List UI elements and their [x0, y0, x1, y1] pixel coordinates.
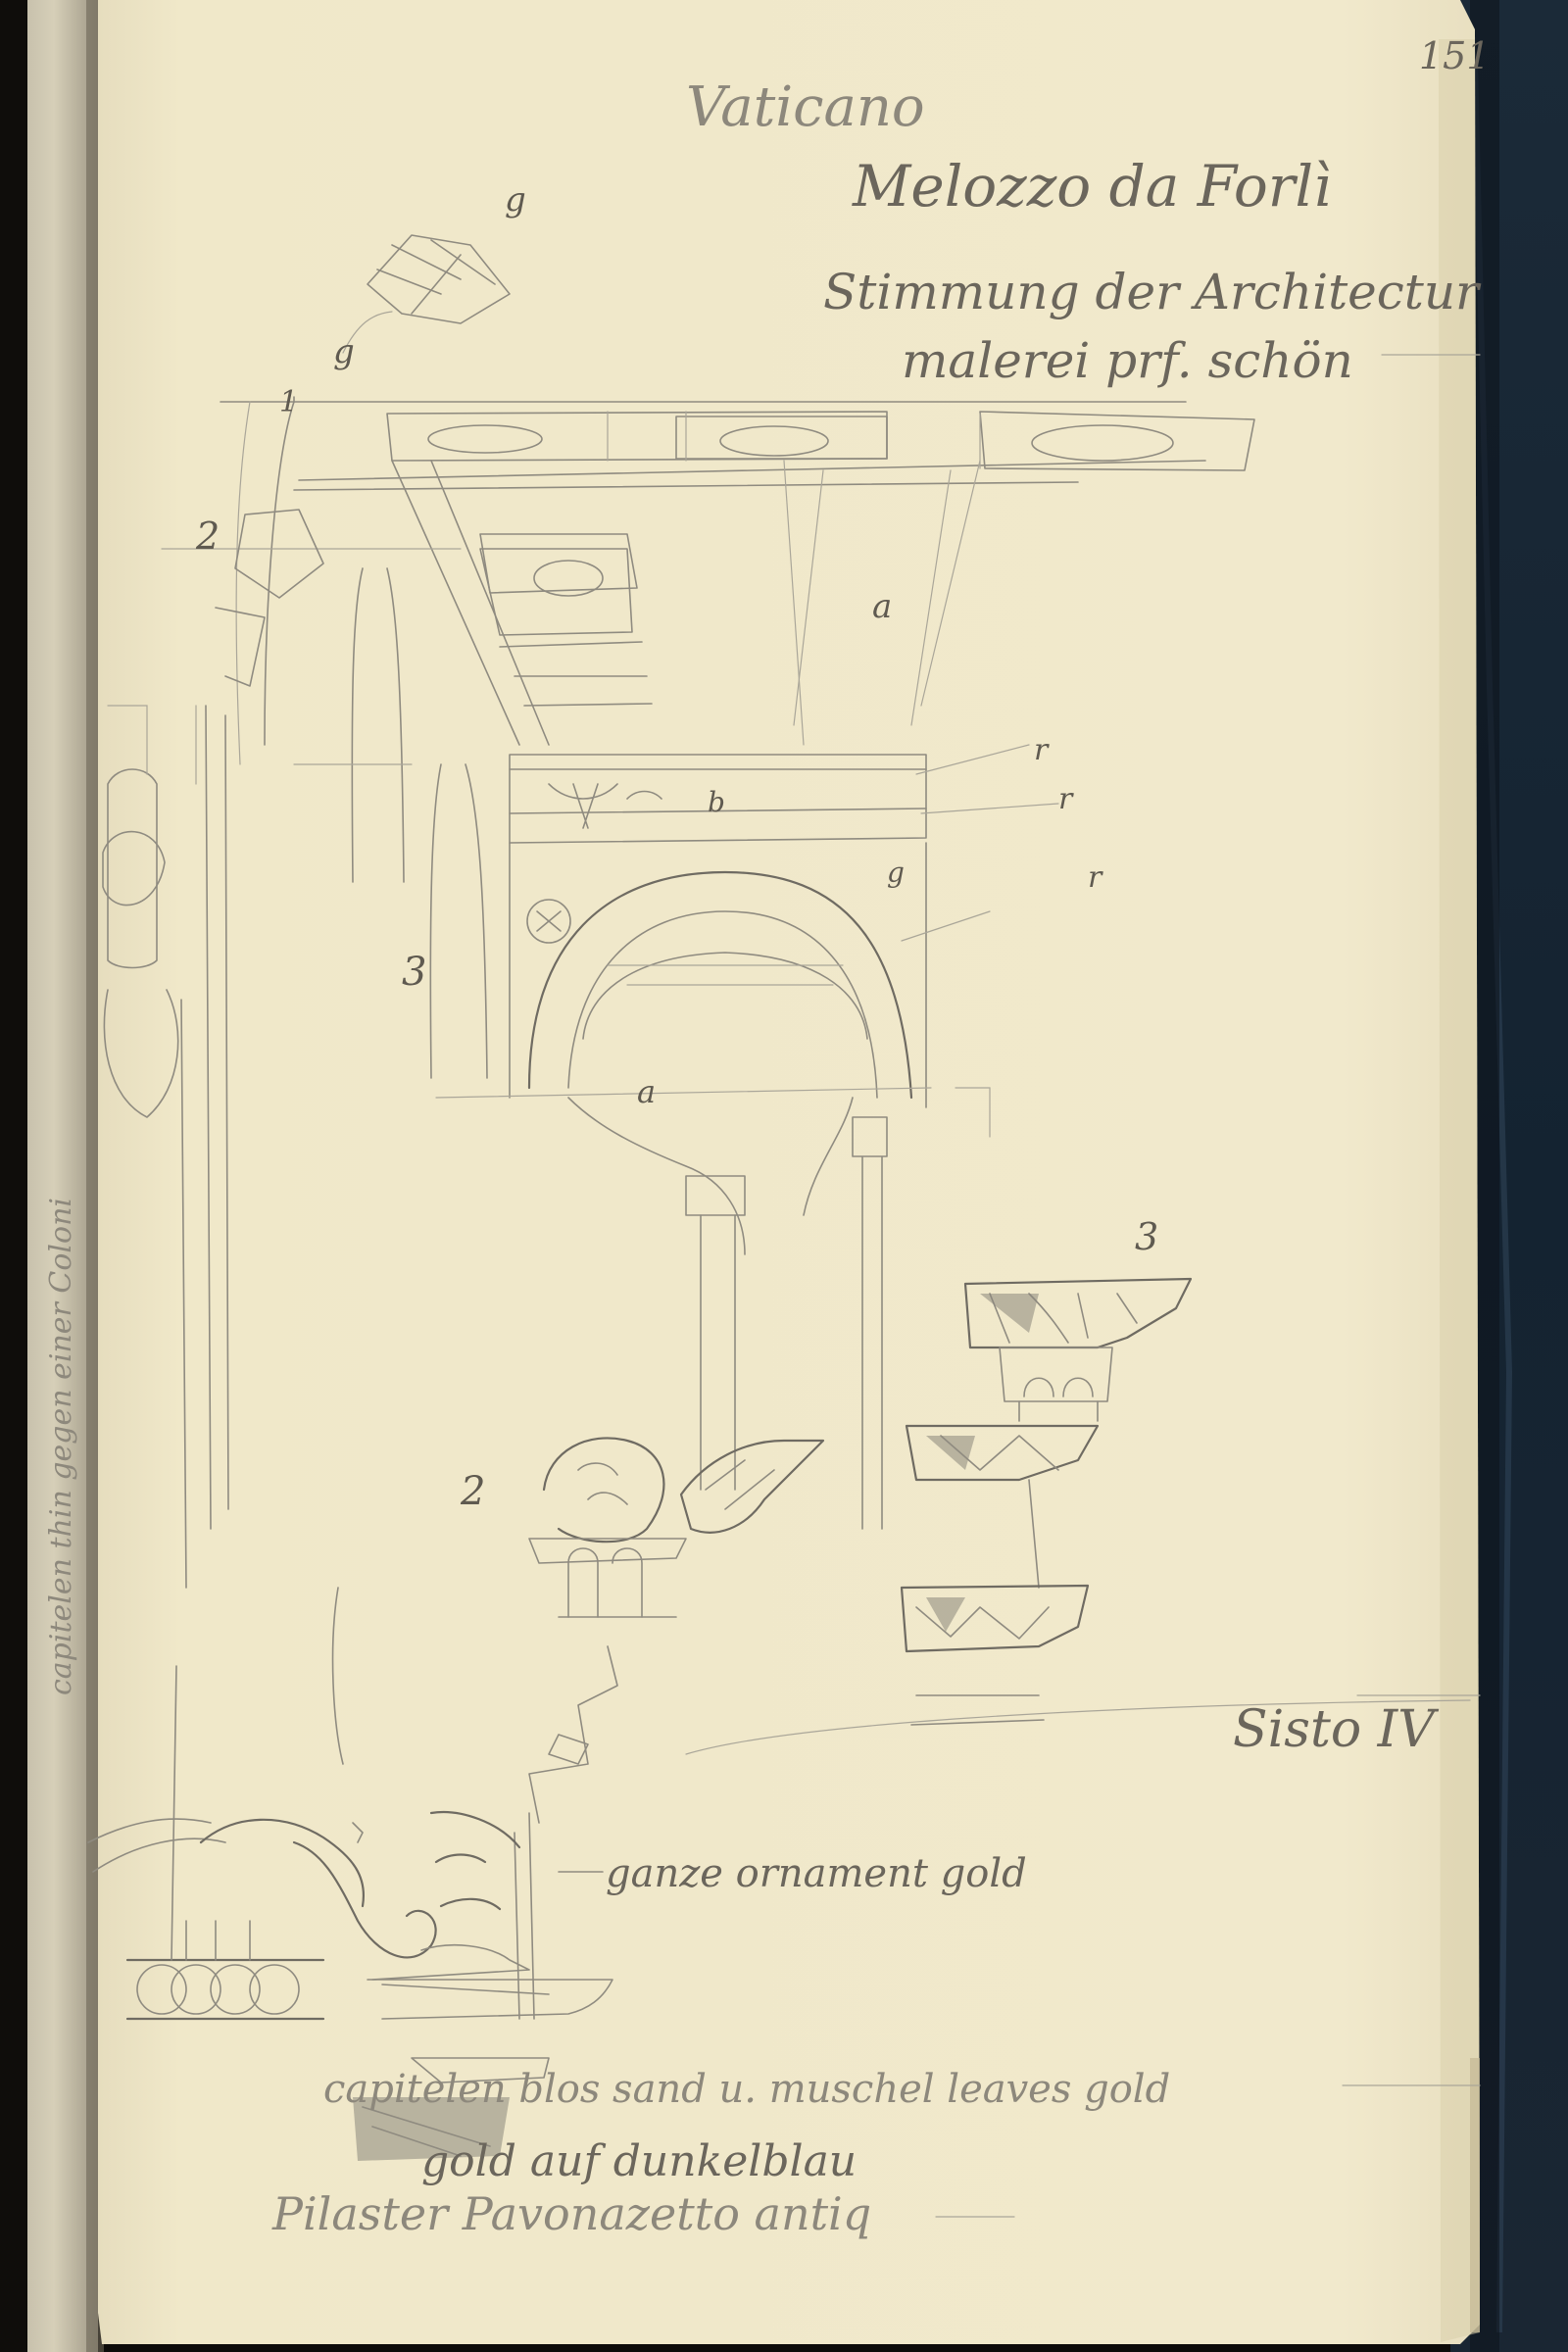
mark-3-left: 3: [402, 950, 427, 995]
mark-r1: r: [1034, 733, 1049, 767]
mark-g-mid: g: [887, 857, 905, 889]
mark-r3: r: [1088, 860, 1102, 895]
mark-b: b: [708, 786, 725, 818]
inscription-gold-note: gold auf dunkelblau: [421, 2136, 858, 2186]
inscription-capital-note: capitelen blos sand u. muschel leaves gold: [323, 2067, 1171, 2112]
mark-g-left: g: [333, 332, 355, 371]
mark-a-lower: a: [637, 1073, 657, 1110]
mark-r2: r: [1058, 782, 1073, 816]
inscription-artist: Melozzo da Forlì: [853, 153, 1332, 220]
mark-2-upper: 2: [196, 514, 220, 558]
inscription-place: Vaticano: [686, 75, 925, 139]
inscription-pilaster-note: Pilaster Pavonazetto antiq: [272, 2187, 872, 2240]
inscription-note-line1: Stimmung der Architectur: [823, 264, 1479, 320]
mark-1: 1: [279, 385, 299, 419]
mark-a-upper: a: [872, 587, 893, 626]
mark-2-lower: 2: [461, 1469, 486, 1514]
mark-g-top: g: [505, 180, 526, 220]
page-number: 151: [1419, 34, 1491, 77]
inscription-ornament-note: ganze ornament gold: [606, 1851, 1027, 1896]
inscription-sovereign: Sisto IV: [1233, 1700, 1435, 1759]
inscription-margin-note: capitelen thin gegen einer Coloni: [44, 1198, 78, 1695]
inscription-note-line2: malerei prf. schön: [902, 332, 1353, 389]
mark-3-right: 3: [1135, 1215, 1159, 1258]
